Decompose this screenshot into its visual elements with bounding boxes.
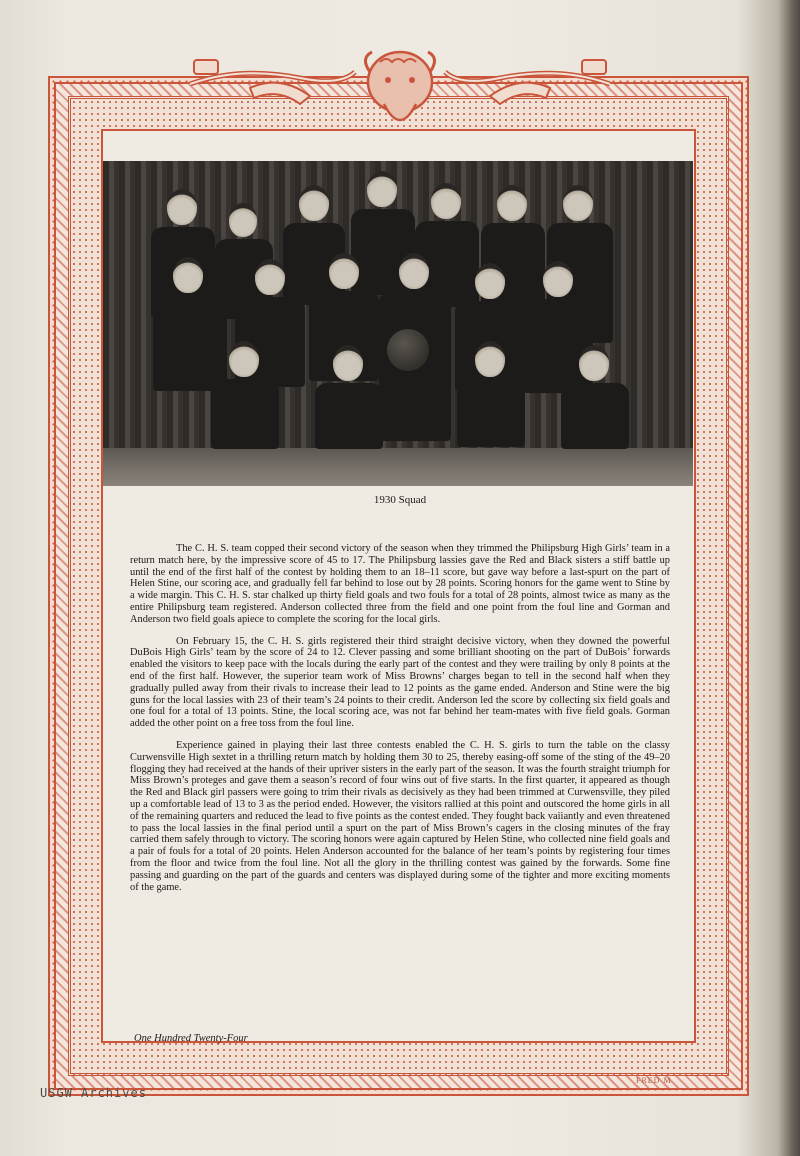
article-body (130, 543, 670, 903)
photo-caption: 1930 Squad (373, 494, 427, 506)
article-paragraph: The C. H. S. team copped their second victory of the season when they trimmed the Philipsburg High Girls’ team in a return match here, by the impressive score of 45 to 17. The Philipsburg lassies gave the Red and Black sisters a stiff battle up until the end of the first half of the contest by holding them to an 18–11 score, but gave way before a last-spurt on the part of Helen Stine, our scoring ace, and gradually fell far behind to lose out by 28 points. Scoring honors for the game went to Stine by a wide margin. This C. H. S. star chalked up thirty field goals and two fouls for a total of 28 points, almost twice as many as the entire Philipsburg team registered. Anderson collected three from the field and one point from the foul line and Gorman and Anderson two field goals apiece to complete the scoring for the local girls. (130, 543, 670, 625)
book-binding-shadow (778, 0, 800, 1156)
photo-floor (103, 448, 693, 486)
article-paragraph: Experience gained in playing their last three contests enabled the C. H. S. girls to turn the table on the classy Curwensville High sextet in a thrilling return match by holding them 30 to 25, thereby easing-off some of the sting of the 49–20 flogging they had received at the hands of their upriver sisters in the early part of the season. It was the fourth straight triumph for Miss Brown’s proteges and gave them a season’s record of four wins out of five starts. In the first quarter, it appeared as though the Red and Black girl passers were going to trim their rivals as decisively as they had been trimmed at Curwensville, they piled up a comfortable lead of 13 to 3 as the period ended. However, the visitors rallied at this point and outscored the home girls in all of the remaining quarters and reduced the lead to five points as the contest ended. They fought back vaiiantly and even threatened to pass the local lassies in the final period until a spurt on the part of Miss Brown’s cagers in the closing minutes of the fray carried them safely through to victory. The scoring honors were again captured by Helen Stine, who collected nine field goals and a pair of fouls for a total of 20 points. Helen Anderson accounted for the balance of her team’s points by registering four times from the floor and twice from the foul line. Not all the glory in the thrilling contest was gained by the forwards. Some fine passing and guarding on the part of the guards and centers was displayed during some of the tighter and more exciting moments of the game. (130, 739, 670, 893)
artist-signature: FRED M (636, 1076, 672, 1085)
archive-watermark: USGW Archives (40, 1086, 147, 1100)
article-paragraph: On February 15, the C. H. S. girls registered their third straight decisive victory, when they downed the powerful DuBois High Girls’ team by the score of 24 to 12. Clever passing and some brilliant shooting on the part of DuBois’ forwards enabled the visitors to keep pace with the locals during the early part of the contest and they were trailing by only 8 points at the end of the first half. However, the superior team work of Miss Browns’ charges began to tell in the second half when they gradually pulled away from their rivals to increase their lead to 12 points as the game ended. Anderson and Stine were the big guns for the local lassies with 23 of their team’s 24 points to their credit. Anderson led the score by collecting six field goals and one foul for a total of 13 points. Stine, the local scoring ace, was not far behind her team-mates with five field goals. Gorman added the other point on a free toss from the foul line. (130, 635, 670, 730)
buffalo-crest-ornament (180, 44, 620, 136)
page-number: One Hundred Twenty-Four (134, 1033, 248, 1044)
team-photograph (103, 161, 693, 486)
basketball (387, 329, 429, 371)
